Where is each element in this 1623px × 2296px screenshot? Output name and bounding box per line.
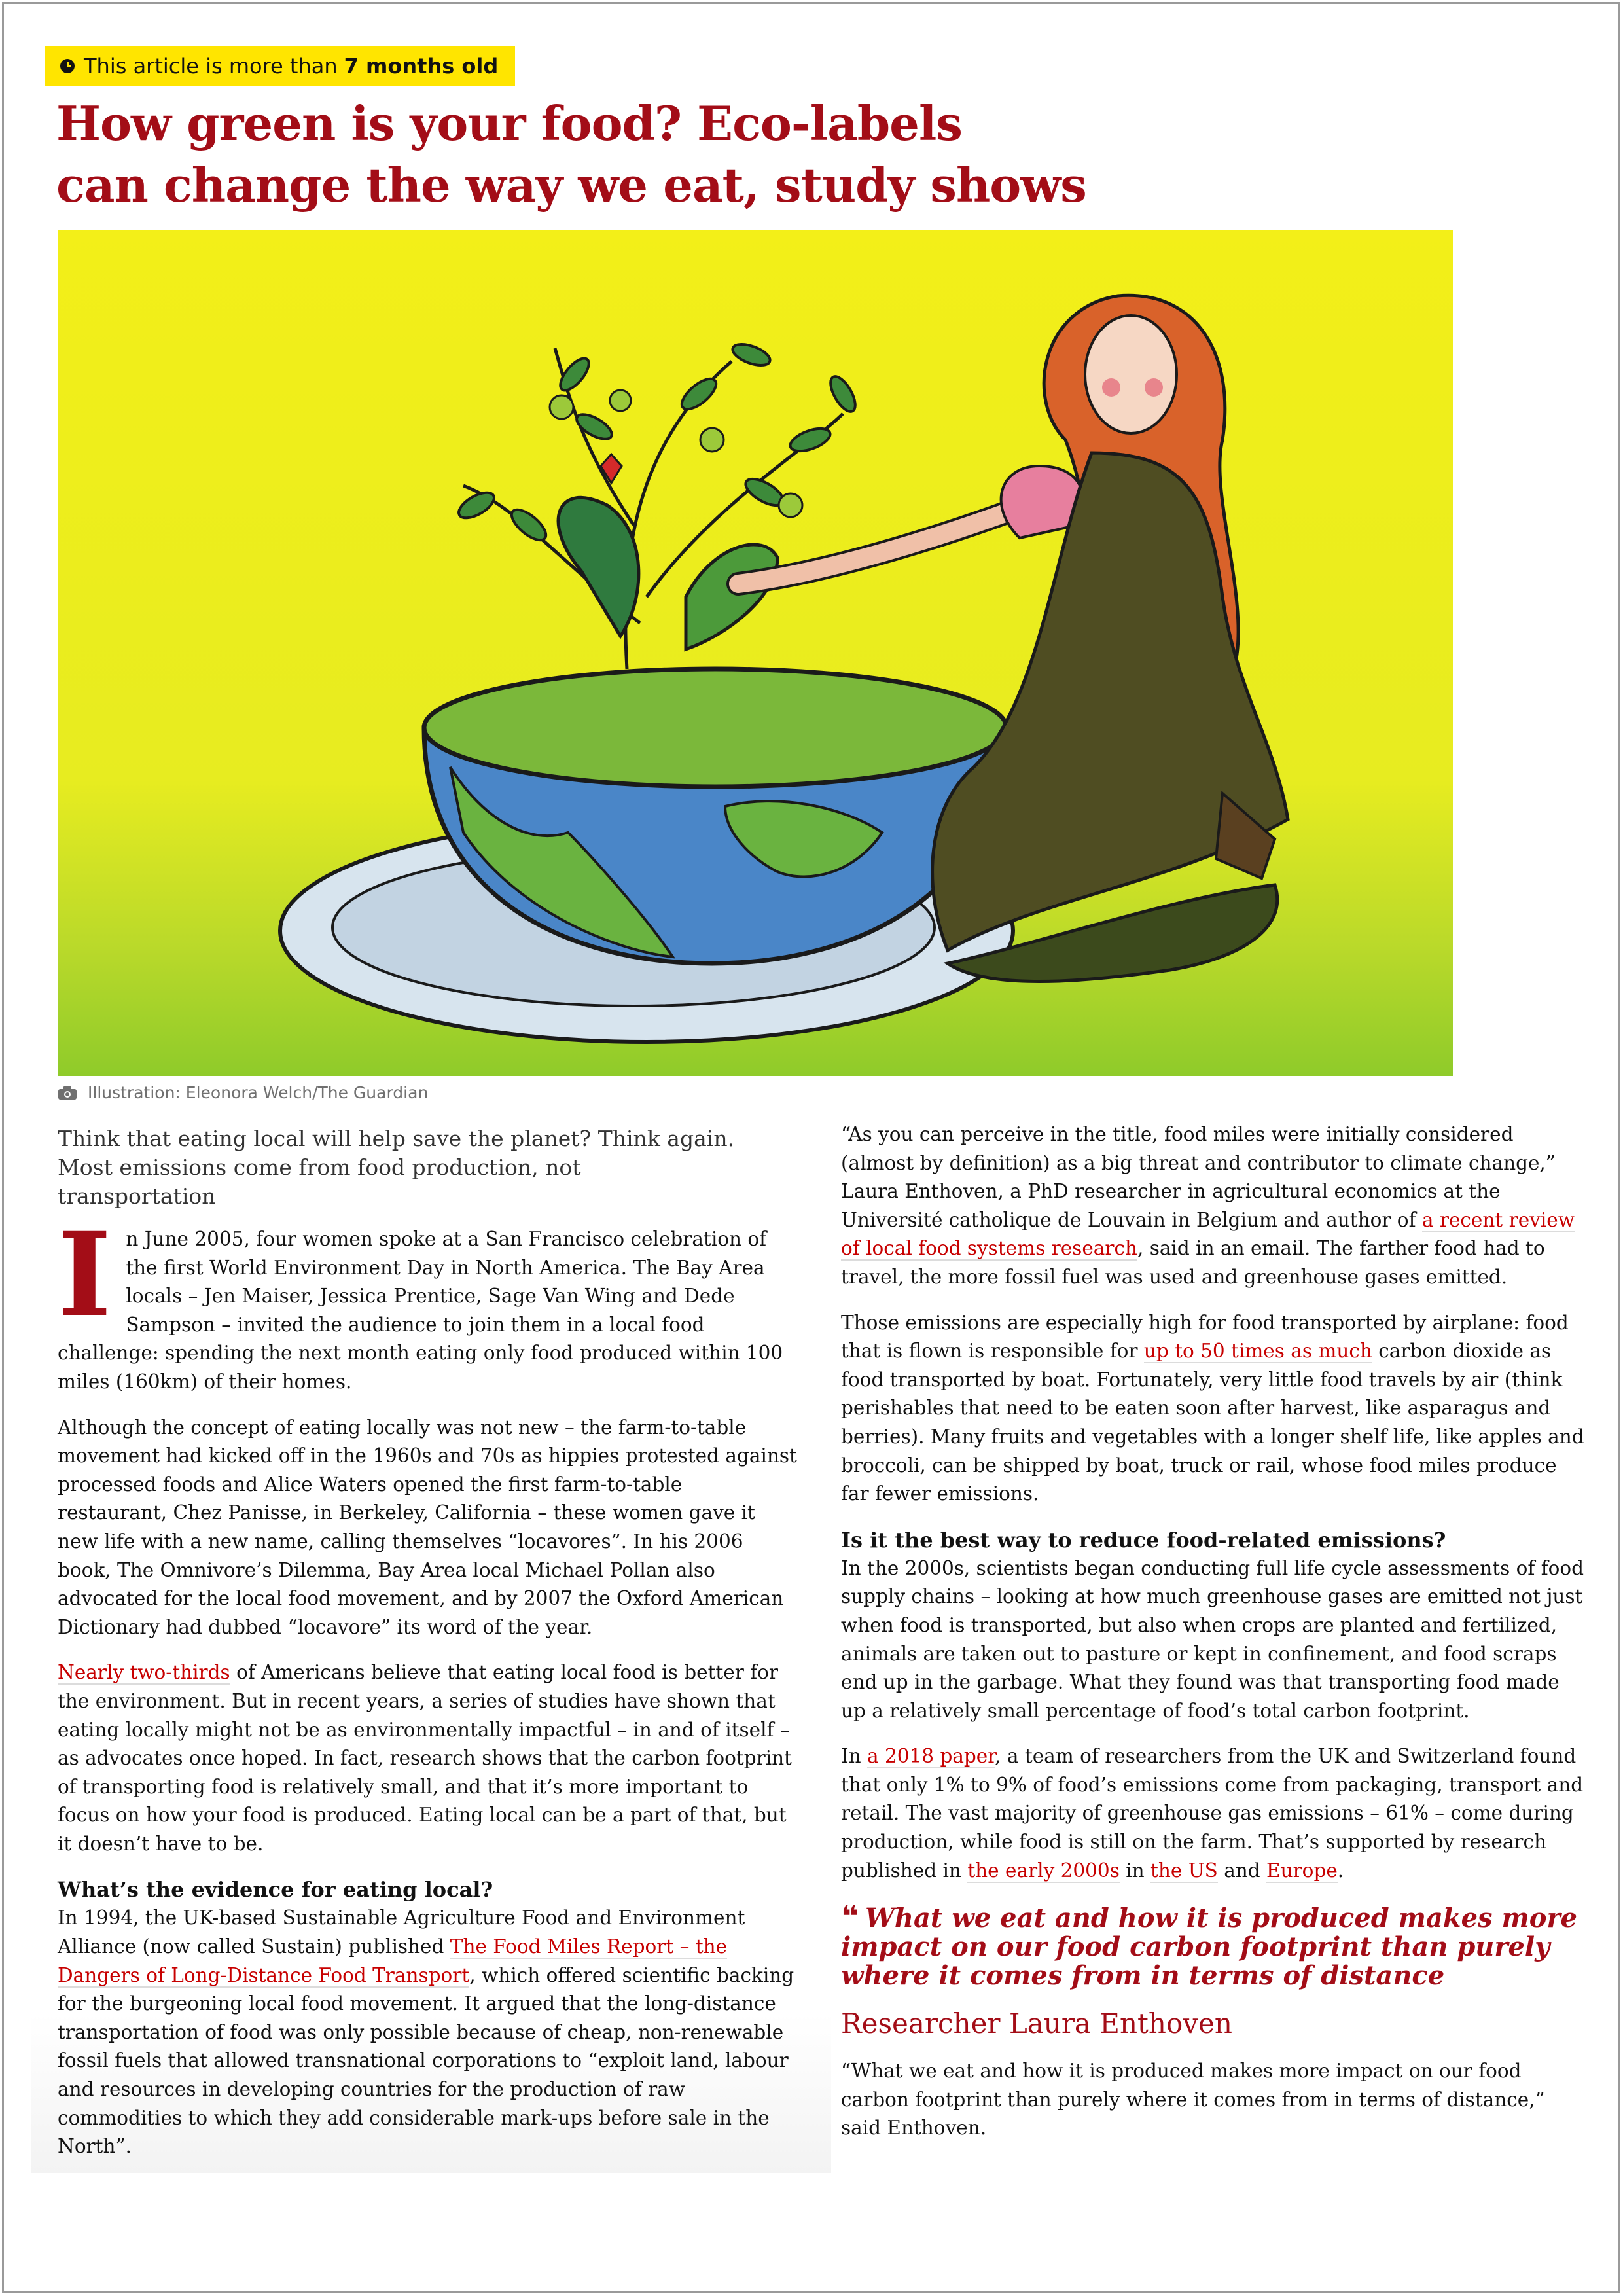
link-nearly-two-thirds[interactable]: Nearly two-thirds bbox=[58, 1661, 230, 1684]
headline-line-1: How green is your food? Eco-labels bbox=[56, 96, 962, 151]
article-body-right bbox=[841, 1121, 1587, 2160]
hero-illustration bbox=[58, 230, 1453, 1076]
paragraph bbox=[841, 1121, 1587, 1292]
badge-age: 7 months old bbox=[344, 54, 499, 79]
link-europe[interactable]: Europe bbox=[1266, 1859, 1338, 1882]
pull-quote-attribution: Researcher Laura Enthoven bbox=[841, 2007, 1232, 2040]
clock-icon bbox=[60, 59, 75, 73]
paragraph: “What we eat and how it is produced makes more impact on our food carbon footprint than purely where it comes from in terms of distance,” said Enthoven. bbox=[841, 2060, 1545, 2140]
paragraph-text: , a team of researchers from the UK and Switzerland found that only 1% to 9% of food’s emissions come from packaging, transport and retail. The vast majority of greenhouse gas emissions – 61% – come during production, while food is still on the farm. That’s supported by research published in bbox=[841, 1745, 1584, 1882]
paragraph-text: “As you can perceive in the title, food miles were initially considered (almost by definition) as a big threat and contributor to climate change,” Laura Enthoven, a PhD researcher in agricultural economics at the Université catholique de Louvain in Belgium and author of bbox=[841, 1123, 1556, 1231]
paragraph: In the 2000s, scientists began conducting full life cycle assessments of food supply chains – looking at how much greenhouse gases are emitted not just when food is transported, but also when crops are planted and fertilized, animals are taken out to pasture or kept in confinement, and food scraps end up in the garbage. What they found was that transporting food made up a relatively small percentage of food’s total carbon footprint. bbox=[841, 1556, 1584, 1722]
paragraph-text: carbon dioxide as food transported by boat. Fortunately, very little food travels by air (think perishables that need to be eaten soon after harvest, like asparagus and berries). Many fruits and vegetables with a longer shelf life, like apples and broccoli, can be shipped by boat, truck or rail, whose food miles produce far fewer emissions. bbox=[841, 1340, 1584, 1505]
link-recent-review[interactable]: a recent review of local food systems research bbox=[841, 1208, 1575, 1260]
paragraph bbox=[841, 1309, 1587, 1509]
link-the-us[interactable]: the US bbox=[1150, 1859, 1218, 1882]
paragraph bbox=[58, 1904, 797, 2161]
camera-icon bbox=[58, 1086, 77, 1100]
paragraph-text: In 1994, the UK-based Sustainable Agriculture Food and Environment Alliance (now called Sustain) published bbox=[58, 1907, 745, 1958]
paragraph-text: in bbox=[1119, 1859, 1151, 1882]
section-heading: What’s the evidence for eating local? bbox=[58, 1877, 493, 1903]
link-up-to-50-times[interactable]: up to 50 times as much bbox=[1143, 1340, 1372, 1363]
article-age-badge bbox=[45, 46, 515, 86]
paragraph-text: , which offered scientific backing for the burgeoning local food movement. It argued that the long-distance transportation of food was only possible because of cheap, non-renewable fossil fuels that allowed transnational corporations to “exploit land, labour and resources in developing countries for the production of raw commodities to which they add considerable mark-ups before sale in the North”. bbox=[58, 1964, 794, 2158]
drop-cap: I bbox=[58, 1207, 112, 1342]
headline-line-2: can change the way we eat, study shows bbox=[56, 157, 1086, 213]
pull-quote-text: What we eat and how it is produced makes more impact on our food carbon footprint than purely where it comes from in terms of distance bbox=[841, 1903, 1578, 1992]
link-2018-paper[interactable]: a 2018 paper bbox=[867, 1745, 995, 1768]
quote-mark-icon: ❝ bbox=[841, 1899, 859, 1935]
link-early-2000s[interactable]: the early 2000s bbox=[967, 1859, 1120, 1882]
illustration-svg bbox=[58, 230, 1453, 1076]
image-caption bbox=[58, 1083, 428, 1102]
paragraph bbox=[841, 1742, 1587, 1885]
paragraph bbox=[58, 1207, 797, 1397]
paragraph: Although the concept of eating locally was not new – the farm-to-table movement had kicked off in the 1960s and 70s as hippies protested against processed foods and Alice Waters opened the first farm-to-table restaurant, Chez Panisse, in Berkeley, California – these women gave it new life with a new name, calling themselves “locavores”. In his 2006 book, The Omnivore’s Dilemma, Bay Area local Michael Pollan also advocated for the local food movement, and by 2007 the Oxford American Dictionary had dubbed “locavore” its word of the year. bbox=[58, 1416, 797, 1638]
paragraph-text: and bbox=[1217, 1859, 1267, 1882]
paragraph-text: . bbox=[1337, 1859, 1344, 1882]
badge-prefix: This article is more than bbox=[84, 54, 338, 79]
paragraph-text: n June 2005, four women spoke at a San Francisco celebration of the first World Environment Day in North America. The Bay Area locals – Jen Maiser, Jessica Prentice, Sage Van Wing and Dede Sampson – invited the audience to join them in a local food challenge: spending the next month eating only food produced within 100 miles (160km) of their homes. bbox=[58, 1228, 783, 1393]
pull-quote bbox=[841, 1899, 1587, 1992]
caption-text: Illustration: Eleonora Welch/The Guardian bbox=[88, 1083, 429, 1102]
paragraph-text: , said in an email. The farther food had to travel, the more fossil fuel was used and greenhouse gases emitted. bbox=[841, 1237, 1545, 1288]
paragraph bbox=[58, 1659, 797, 1858]
section-heading: Is it the best way to reduce food-related emissions? bbox=[841, 1527, 1446, 1552]
link-food-miles-report[interactable]: The Food Miles Report – the Dangers of Long-Distance Food Transport bbox=[58, 1935, 728, 1986]
paragraph-text: In bbox=[841, 1745, 868, 1768]
headline bbox=[56, 93, 1169, 216]
article-body-left bbox=[58, 1207, 797, 2178]
standfirst: Think that eating local will help save the planet? Think again. Most emissions come from food production, not transportation bbox=[58, 1126, 735, 1209]
paragraph-text: of Americans believe that eating local food is better for the environment. But in recent years, a series of studies have shown that eating locally might not be as environmentally impactful – in and of itself – as advocates once hoped. In fact, research shows that the carbon footprint of transporting food is relatively small, and that it’s more important to focus on how your food is produced. Eating local can be a part of that, but it doesn’t have to be. bbox=[58, 1661, 793, 1855]
paragraph-text: Those emissions are especially high for food transported by airplane: food that is flown is responsible for bbox=[841, 1311, 1569, 1363]
